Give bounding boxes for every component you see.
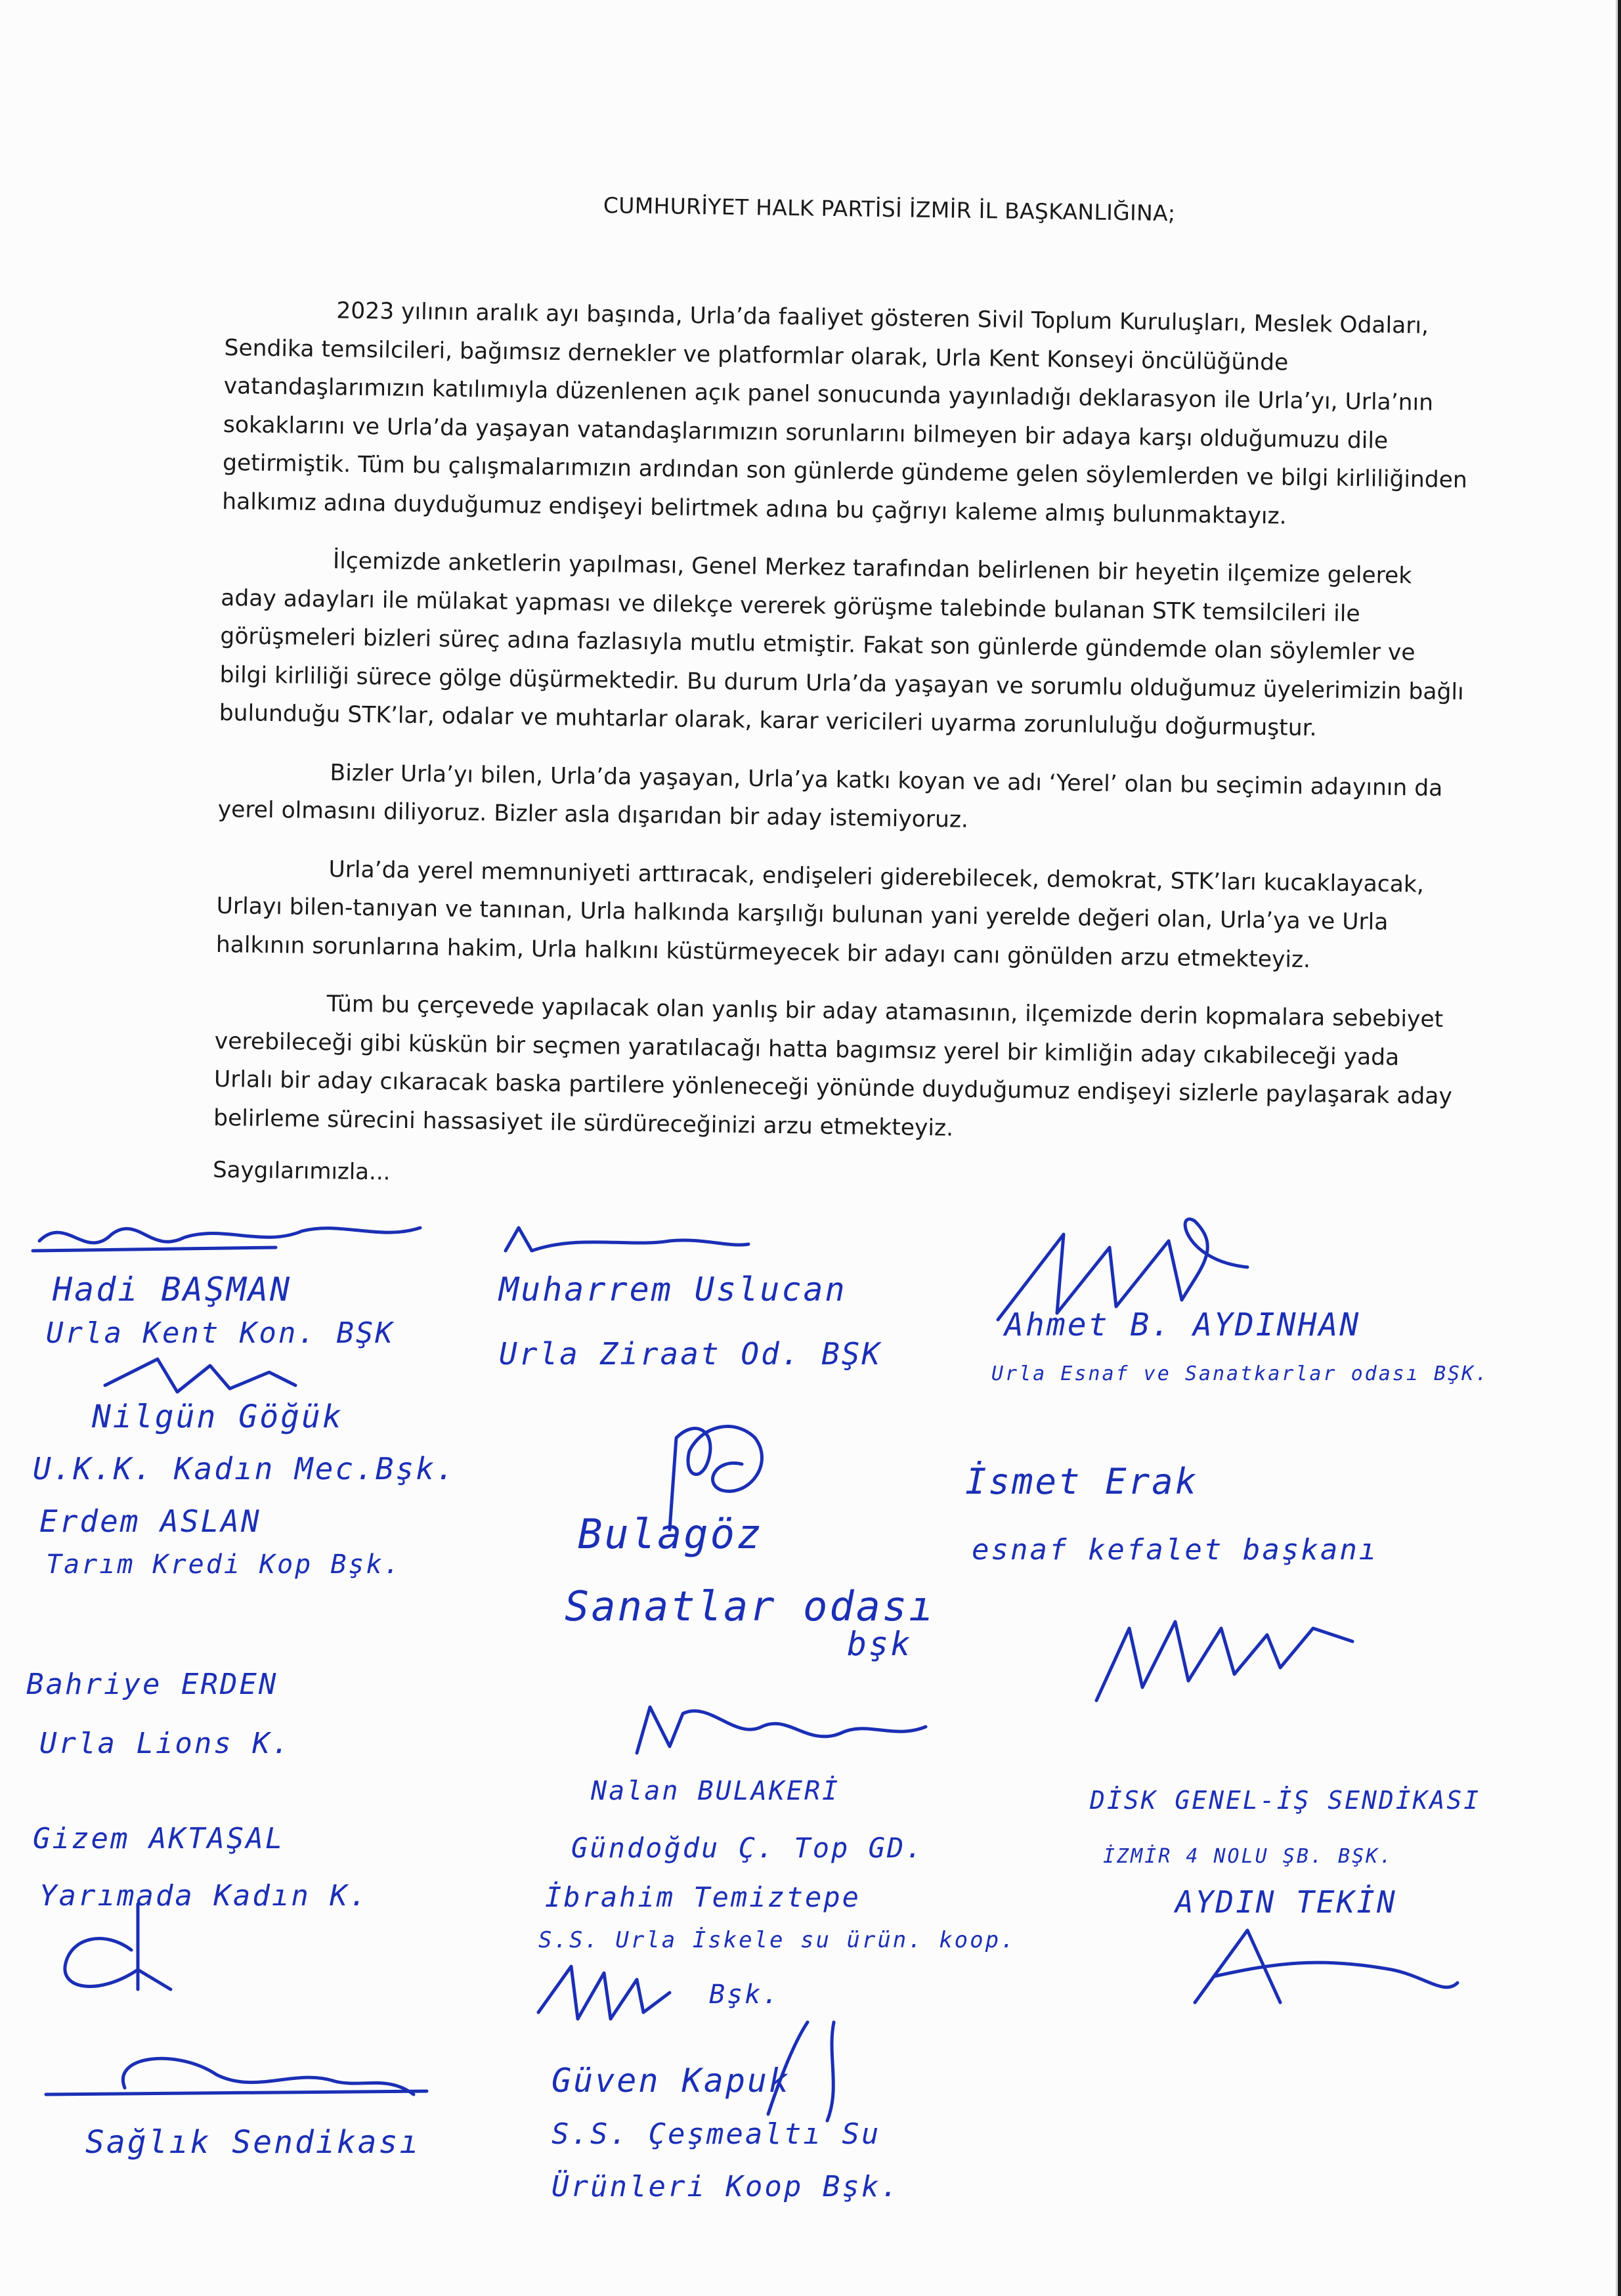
- signature-scribble-aydintekin: [1175, 1917, 1464, 2009]
- signature-name-bulagoz: Bulagöz: [578, 1510, 764, 1558]
- signature-branch-disk: İZMİR 4 NOLU ŞB. BŞK.: [1103, 1845, 1394, 1868]
- signature-scribble-bulakeri: [630, 1687, 932, 1760]
- signature-org-disk: DİSK GENEL-İŞ SENDİKASI: [1090, 1786, 1481, 1815]
- signature-org-aydinhan: Urla Esnaf ve Sanatkarlar odası BŞK.: [991, 1362, 1490, 1385]
- paragraph-2: İlçemizde anketlerin yapılması, Genel Merkez tarafından belirlenen bir heyetin ilçemize gelerek aday adayları ile mülakat yapması ve dilekçe vererek görüşme talebinde bulanan STK temsilcileri ile görüşmeleri bizleri süreç adına fazlasıyla mutlu etmiştir. Fakat son günlerde gündemde olan söylemler ve bilgi kirliliği sürece gölge düşürmektedir. Bu durum Urla’da yaşayan ve sorumlu olduğumuz üyelerimizin bağlı bulunduğu STK’lar, odalar ve muhtarlar olarak, karar vericileri uyarma zorunluluğu doğurmuştur.: [219, 548, 1464, 742]
- signature-org-temiztepe: S.S. Urla İskele su ürün. koop.: [538, 1927, 1016, 1953]
- signature-org-kapuk: S.S. Çeşmealtı Su: [551, 2117, 881, 2151]
- signature-scribble-uslucan: [499, 1221, 748, 1267]
- signature-scribble-basman: [26, 1202, 420, 1274]
- signature-name-kapuk: Güven Kapuk: [551, 2062, 791, 2100]
- paragraph-3: Bizler Urla’yı bilen, Urla’da yaşayan, Urla’ya katkı koyan ve adı ‘Yerel’ olan bu seçimin adayının da yerel olmasını diliyoruz. Bizler asla dışarıdan bir aday istemiyoruz.: [217, 759, 1443, 833]
- signature-org-bulakeri: Gündoğdu Ç. Top GD.: [571, 1832, 924, 1864]
- signature-name-uslucan: Muharrem Uslucan: [499, 1270, 847, 1309]
- signature-name-aydinhan: Ahmet B. AYDINHAN: [1005, 1307, 1361, 1343]
- page-edge-shadow: [1616, 0, 1617, 2296]
- signature-org-goguk: U.K.K. Kadın Mec.Bşk.: [33, 1451, 456, 1486]
- signature-scribble-erak: [1090, 1602, 1366, 1707]
- signature-org-aktasal: Yarımada Kadın K.: [39, 1879, 369, 1913]
- signature-name-goguk: Nilgün Göğük: [92, 1398, 343, 1435]
- signature-name-temiztepe: İbrahim Temiztepe: [545, 1881, 861, 1913]
- letter-body: [213, 187, 1474, 1200]
- signature-org-uslucan: Urla Ziraat Od. BŞK: [499, 1336, 882, 1372]
- signature-name-aydintekin: AYDIN TEKİN: [1175, 1884, 1397, 1920]
- signature-role-temiztepe: Bşk.: [709, 1980, 781, 2010]
- page-edge: [1618, 0, 1621, 2296]
- paragraph-5: Tüm bu çerçevede yapılacak olan yanlış bir aday atamasının, ilçemizde derin kopmalara sebebiyet verebileceği gibi küskün bir seçmen yaratılacağı hatta bagımsız yerel bir kimliğin aday cıkabileceği yada Urlalı bir aday cıkaracak baska partilere yönleneceği yönünde duyduğumuz endişeyi sizlerle paylaşarak aday belirleme sürecini hassasiyet ile sürdüreceğinizi arzu etmekteyiz.: [213, 991, 1453, 1142]
- signature-name-bulakeri: Nalan BULAKERİ: [591, 1776, 840, 1806]
- signature-scribble-goguk: [98, 1346, 295, 1405]
- letter-heading: CUMHURİYET HALK PARTİSİ İZMİR İL BAŞKANLIĞINA;: [603, 192, 1176, 227]
- signature-scribble-temiztepe: [532, 1953, 676, 2025]
- signature-name-erak: İsmet Erak: [965, 1461, 1199, 1502]
- signature-org-saglik: Sağlık Sendikası: [85, 2124, 421, 2161]
- signature-name-aslan: Erdem ASLAN: [39, 1504, 261, 1539]
- signature-org-basman: Urla Kent Kon. BŞK: [46, 1316, 395, 1350]
- paragraph-1: 2023 yılının aralık ayı başında, Urla’da faaliyet gösteren Sivil Toplum Kuruluşları, Meslek Odaları, Sendika temsilcileri, bağımsız dernekler ve platformlar olarak, Urla Kent Konseyi öncülüğünde vatandaşlarımızın katılımıyla düzenlenen açık panel sonucunda yayınladığı deklarasyon ile Urla’yı, Urla’nın sokaklarını ve Urla’da yaşayan vatandaşlarımızın sorunlarını bilmeyen bir adaya karşı olduğumuzu dile getirmiştik. Tüm bu çalışmalarımızın ardından son günlerde gündeme gelen söylemlerden ve bilgi kirliliğinden halkımız adına duyduğumuz endişeyi belirtmek adına bu çağrıyı kaleme almış bulunmaktayız.: [222, 297, 1468, 530]
- signature-name-aktasal: Gizem AKTAŞAL: [33, 1822, 285, 1855]
- signature-name-erden: Bahriye ERDEN: [26, 1668, 278, 1701]
- signature-org-bulagoz: Sanatlar odası: [565, 1582, 936, 1630]
- signature-scribble-saglik: [46, 2035, 427, 2114]
- signature-org-aslan: Tarım Kredi Kop Bşk.: [46, 1549, 402, 1580]
- signature-role-kapuk: Ürünleri Koop Bşk.: [551, 2170, 900, 2203]
- signature-name-basman: Hadi BAŞMAN: [53, 1270, 292, 1309]
- paragraph-4: Urla’da yerel memnuniyeti arttıracak, endişeleri giderebilecek, demokrat, STK’ları kucaklayacak, Urlayı bilen-tanıyan ve tanınan, Urla halkında karşılığı bulunan yani yerelde değeri olan, Urla’ya ve Urla halkının sorunlarına hakim, Urla halkını küstürmeyecek bir adayı canı gönülden arzu etmekteyiz.: [215, 856, 1425, 973]
- signature-org-erden: Urla Lions K.: [39, 1727, 292, 1760]
- signature-role-bulagoz: bşk: [847, 1625, 913, 1663]
- closing-line: Saygılarımızla...: [212, 1156, 391, 1186]
- signature-org-erak: esnaf kefalet başkanı: [972, 1533, 1379, 1567]
